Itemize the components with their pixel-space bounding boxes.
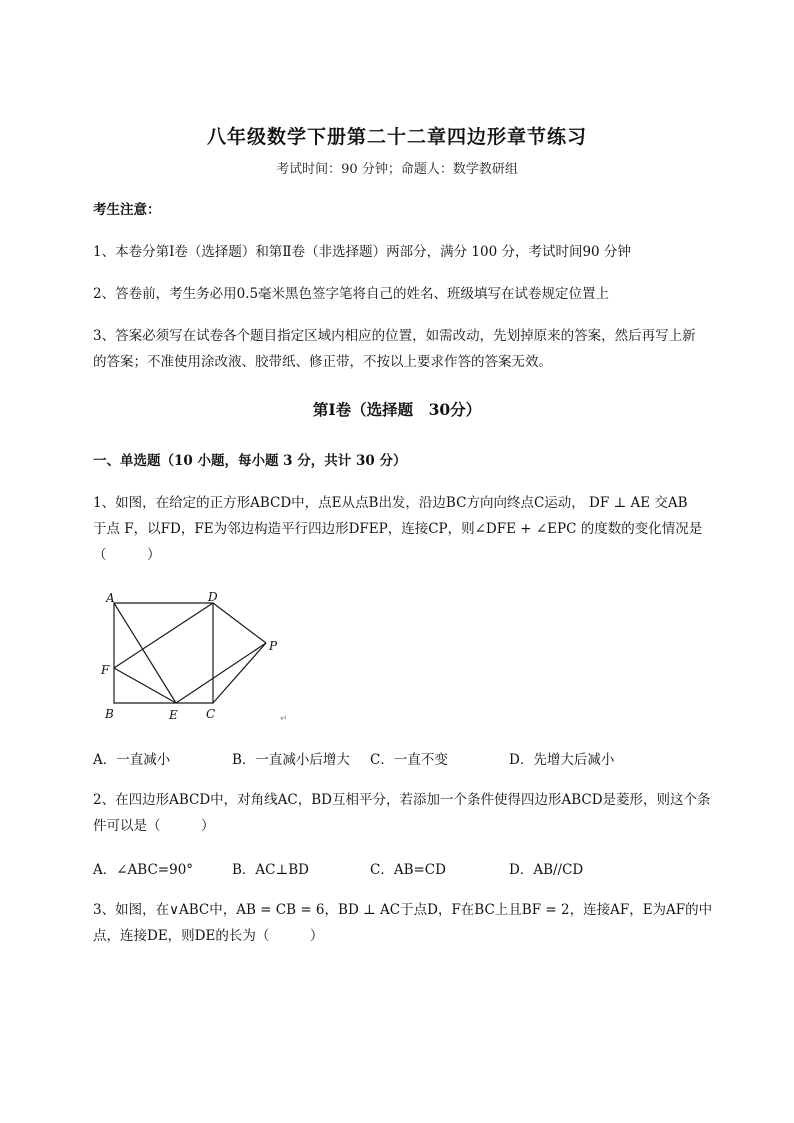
q2-line-2: 件可以是（ ） bbox=[93, 818, 215, 834]
q2-line-1: 2、在四边形ABCD中，对角线AC，BD互相平分，若添加一个条件使得四边形ABCD是菱形，则这个条 bbox=[93, 792, 711, 808]
q1-option-d: D．先增大后减小 bbox=[509, 752, 615, 768]
q2-option-c: C．AB=CD bbox=[370, 862, 446, 878]
q2-option-a: A．∠ABC=90° bbox=[93, 862, 194, 878]
exam-info: 考试时间：90 分钟；命题人：数学教研组 bbox=[276, 162, 518, 177]
label-f: F bbox=[101, 663, 110, 677]
segment-fd bbox=[114, 603, 213, 668]
notice-item-2: 2、答卷前，考生务必用0.5毫米黑色签字笔将自己的姓名、班级填写在试卷规定位置上 bbox=[93, 286, 610, 302]
q1-line-1: 1、如图，在给定的正方形ABCD中，点E从点B出发，沿边BC方向向终点C运动， DF ⊥ AE 交AB bbox=[93, 495, 688, 511]
notice-item-1: 1、本卷分第Ⅰ卷（选择题）和第Ⅱ卷（非选择题）两部分，满分 100 分，考试时间90 分钟 bbox=[93, 244, 631, 260]
section-title: 第Ⅰ卷（选择题 30分） bbox=[312, 400, 482, 419]
q1-line-2: 于点 F，以FD，FE为邻边构造平行四边形DFEP，连接CP，则∠DFE + ∠EPC 的度数的变化情况是 bbox=[93, 521, 703, 537]
label-b: B bbox=[105, 707, 114, 721]
q1-option-a: A．一直减小 bbox=[93, 752, 171, 768]
label-p: P bbox=[269, 639, 278, 653]
q2-option-b: B．AC⊥BD bbox=[232, 862, 309, 878]
q2-option-d: D．AB//CD bbox=[509, 862, 584, 878]
q1-option-b: B．一直减小后增大 bbox=[232, 752, 350, 768]
label-c: C bbox=[206, 707, 216, 721]
notice-item-3-cont: 的答案；不准使用涂改液、胶带纸、修正带，不按以上要求作答的答案无效。 bbox=[93, 354, 552, 370]
label-a: A bbox=[106, 591, 115, 605]
notice-heading: 考生注意： bbox=[93, 202, 161, 218]
segment-ae bbox=[114, 603, 176, 703]
segment-dp bbox=[213, 603, 266, 643]
notice-item-3: 3、答案必须写在试卷各个题目指定区域内相应的位置，如需改动，先划掉原来的答案，然后再写上新 bbox=[93, 328, 696, 344]
q3-line-1: 3、如图，在∨ABC中，AB = CB = 6，BD ⊥ AC于点D，F在BC上且BF = 2，连接AF，E为AF的中 bbox=[93, 902, 713, 918]
q1-option-c: C．一直不变 bbox=[370, 752, 448, 768]
part-heading: 一、单选题（10 小题，每小题 3 分，共计 30 分） bbox=[93, 453, 407, 469]
q1-line-3: （ ） bbox=[93, 547, 161, 563]
segment-fe bbox=[114, 668, 176, 703]
label-e: E bbox=[169, 708, 178, 722]
q3-line-2: 点，连接DE，则DE的长为（ ） bbox=[93, 928, 324, 944]
label-d: D bbox=[208, 590, 218, 604]
q1-geometry-figure bbox=[96, 588, 296, 728]
return-mark: ↵ bbox=[280, 714, 288, 724]
page-title: 八年级数学下册第二十二章四边形章节练习 bbox=[206, 126, 587, 148]
